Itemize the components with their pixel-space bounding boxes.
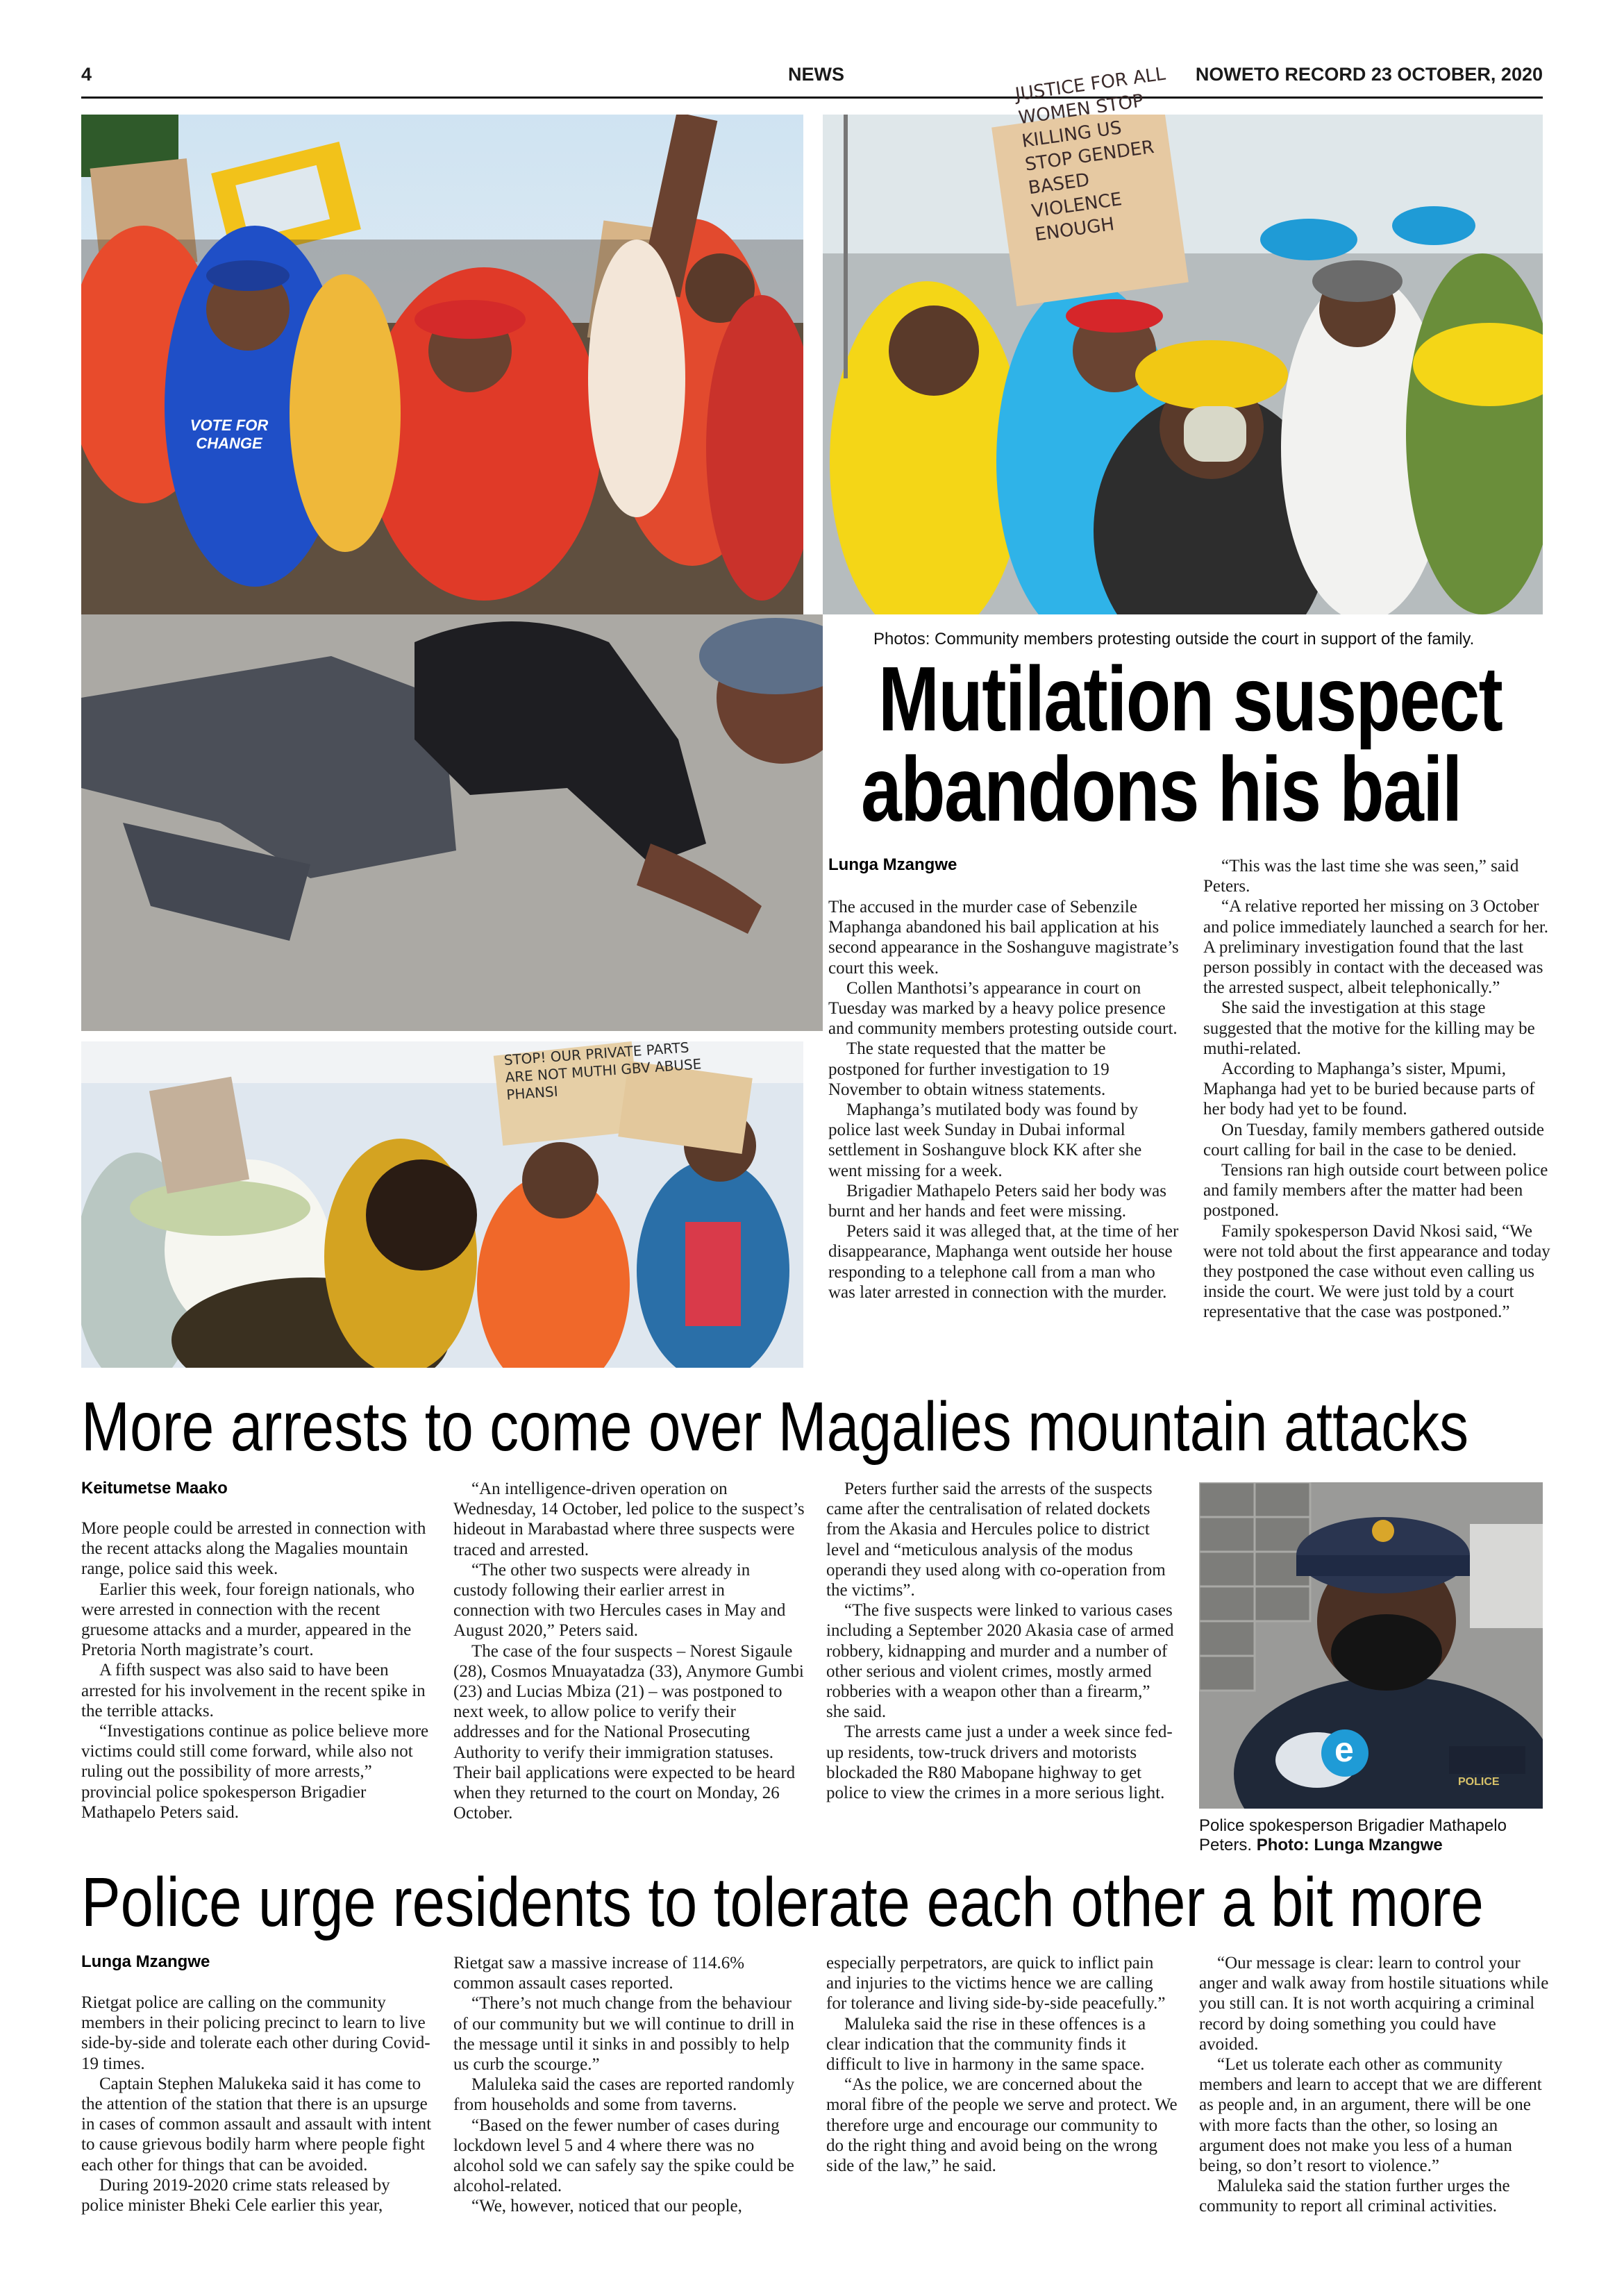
article3-column-1 xyxy=(81,1993,433,2215)
paragraph: The arrests came just a under a week since fed-up residents, tow-truck drivers and motorists blockaded the R80 Mabopane highway to get police to view the crimes in a more serious light. xyxy=(826,1723,1173,1803)
sign-vote-for-change: VOTE FOR CHANGE xyxy=(190,417,269,452)
paragraph: “This was the last time she was seen,” said Peters. xyxy=(1203,857,1519,896)
paragraph: “Investigations continue as police believe more victims could still come forward, while also not ruling out the possibility of more arrests,” provincial police spokesperson Brigadier Mathapelo Peters said. xyxy=(81,1722,429,1822)
paragraph: “There’s not much change from the behaviour of our community but we will continue to drill in the message until it sinks in and possibly to help us curb the scourge.” xyxy=(453,1994,794,2075)
byline-article2: Keitumetse Maako xyxy=(81,1479,228,1498)
paragraph: “The other two suspects were already in custody following their earlier arrest in connection with two Hercules cases in May and August 2020,” Peters said. xyxy=(453,1560,786,1641)
headline-magalies: More arrests to come over Magalies mountain attacks xyxy=(81,1388,1469,1466)
paragraph: “The five suspects were linked to various cases including a September 2020 Akasia case of armed robbery, kidnapping and murder and a number of other serious and violent crimes, mostly armed robberies with a weapon other than a firearm,” she said. xyxy=(826,1601,1174,1722)
paragraph: A fifth suspect was also said to have been arrested for his involvement in the recent spike in the terrible attacks. xyxy=(81,1661,426,1720)
header-rule xyxy=(81,97,1543,99)
photo-caption-main: Photos: Community members protesting outside the court in support of the family. xyxy=(873,630,1475,648)
paragraph: Tensions ran high outside court between police and family members after the matter had been postponed. xyxy=(1203,1161,1548,1221)
paragraph: “As the police, we are concerned about the moral fibre of the people we serve and protect. We therefore urge and encourage our community to do the right thing and avoid being on the wrong side of the law,” he said. xyxy=(826,2075,1178,2176)
paragraph: “We, however, noticed that our people, xyxy=(471,2197,742,2216)
paragraph: Maluleka said the station further urges the community to report all criminal activities. xyxy=(1199,2177,1510,2216)
paragraph: The state requested that the matter be postponed for further investigation to 19 November to obtain witness statements. xyxy=(828,1039,1110,1099)
police-badge-text: POLICE xyxy=(1458,1776,1500,1788)
article3-column-4 xyxy=(1199,1953,1550,2217)
paragraph: Peters said it was alleged that, at the time of her disappearance, Maphanga went outside her house responding to a telephone call from a man who was later arrested in connection with the murder. xyxy=(828,1222,1179,1302)
paragraph: “Based on the fewer number of cases during lockdown level 5 and 4 where there was no alcohol sold we can safely say the spike could be alcohol-related. xyxy=(453,2115,794,2196)
article3-column-3 xyxy=(826,1953,1178,2176)
paragraph: Maphanga’s mutilated body was found by police last week Sunday in Dubai informal settlement in Soshanguve block KK after she went missing for a week. xyxy=(828,1100,1142,1180)
headline-mutilation-line2: abandons his bail xyxy=(861,738,1462,840)
paragraph: Collen Manthotsi’s appearance in court on Tuesday was marked by a heavy police presence and community members protesting outside court. xyxy=(828,978,1178,1039)
photo-protest-crowd-left xyxy=(81,115,803,614)
sign-gbv-abuse: STOP! OUR PRIVATE PARTS ARE NOT MUTHI GBV ABUSE PHANSI xyxy=(503,1039,703,1103)
paragraph: Maluleka said the rise in these offences is a clear indication that the community finds it difficult to live in harmony in the same space. xyxy=(826,2014,1146,2075)
paragraph: According to Maphanga’s sister, Mpumi, Maphanga had yet to be buried because parts of her body had yet to be found. xyxy=(1203,1059,1535,1119)
paragraph: More people could be arrested in connection with the recent attacks along the Magalies mountain range, police said this week. xyxy=(81,1519,426,1579)
paragraph: Rietgat police are calling on the community members in their policing precinct to learn to live side-by-side and tolerate each other during Covid-19 times. xyxy=(81,1993,430,2073)
paragraph: Earlier this week, four foreign nationals, who were arrested in connection with the recent gruesome attacks and a murder, appeared in the Pretoria North magistrate’s court. xyxy=(81,1579,415,1660)
paragraph: “A relative reported her missing on 3 October and police immediately launched a search for her. A preliminary investigation found that the last person possibly in contact with the deceased was the arrested suspect, albeit telephonically.” xyxy=(1203,897,1549,998)
paragraph: “Let us tolerate each other as community members and learn to accept that we are different as people and, in an argument, there will be one with more facts than the other, so losing an argument does not make you less of a human being, so don’t resort to violence.” xyxy=(1199,2055,1542,2176)
publication-date: NOWETO RECORD 23 OCTOBER, 2020 xyxy=(1195,64,1543,85)
byline-article3: Lunga Mzangwe xyxy=(81,1952,210,1971)
headline-police-urge: Police urge residents to tolerate each other a bit more xyxy=(81,1863,1484,1941)
paragraph: Maluleka said the cases are reported randomly from households and some from taverns. xyxy=(453,2075,795,2115)
section-label: NEWS xyxy=(788,64,844,85)
mic-logo: e xyxy=(1334,1730,1354,1769)
article2-column-3 xyxy=(826,1479,1178,1803)
article3-column-2 xyxy=(453,1953,805,2217)
article2-column-2 xyxy=(453,1479,805,1823)
article1-column-2 xyxy=(1203,856,1555,1323)
article1-column-1 xyxy=(828,897,1180,1302)
photo-police-spokesperson xyxy=(1199,1482,1543,1809)
photo-woman-on-ground xyxy=(81,614,823,1031)
paragraph: On Tuesday, family members gathered outside court calling for bail in the case to be denied. xyxy=(1203,1120,1544,1159)
paragraph: Captain Stephen Malukeka said it has come to the attention of the station that there is an upsurge in cases of common assault and assault with intent to cause grievous bodily harm where people fight each other for things that can be avoided. xyxy=(81,2074,432,2175)
photo-caption-police xyxy=(1199,1816,1543,1855)
paragraph: She said the investigation at this stage suggested that the motive for the killing may be muthi-related. xyxy=(1203,998,1535,1058)
caption-text: Police spokesperson Brigadier Mathapelo Peters. xyxy=(1199,1816,1507,1854)
sign-justice-for-all-women: JUSTICE FOR ALL WOMEN STOP KILLING US STOP GENDER BASED VIOLENCE ENOUGH xyxy=(1014,63,1167,246)
paragraph: Family spokesperson David Nkosi said, “We were not told about the first appearance and today they postponed the case without even calling us inside the court. We were just told by a court representative that the case was postponed.” xyxy=(1203,1221,1550,1322)
paragraph: “An intelligence-driven operation on Wednesday, 14 October, led police to the suspect’s hideout in Marabastad where three suspects were traced and arrested. xyxy=(453,1480,805,1559)
headline-mutilation-line1: Mutilation suspect xyxy=(878,648,1502,750)
paragraph: During 2019-2020 crime stats released by police minister Bheki Cele earlier this year, xyxy=(81,2175,390,2215)
article2-column-1 xyxy=(81,1518,433,1822)
photo-credit: Photo: Lunga Mzangwe xyxy=(1256,1836,1443,1854)
page-number: 4 xyxy=(81,64,92,85)
paragraph: The case of the four suspects – Norest Sigaule (28), Cosmos Mnuayatadza (33), Anymore Gumbi (23) and Lucias Mbiza (21) – was postponed to next week, to allow police to verify their addresses and for the National Prosecuting Authority to verify their immigration statuses. Their bail applications were expected to be heard when they returned to the court on Monday, 26 October. xyxy=(453,1641,804,1823)
paragraph: Rietgat saw a massive increase of 114.6% common assault cases reported. xyxy=(453,1954,745,1993)
paragraph: especially perpetrators, are quick to inflict pain and injuries to the victims hence we are calling for tolerance and living side-by-side peacefully.” xyxy=(826,1954,1166,2013)
paragraph: “Our message is clear: learn to control your anger and walk away from hostile situations while you still can. It is not worth acquiring a criminal record by doing something you could have avoided. xyxy=(1199,1954,1549,2054)
paragraph: Peters further said the arrests of the suspects came after the centralisation of related dockets from the Akasia and Hercules police to district level and “meticulous analysis of the modus operandi they used along with co-operation from the victims”. xyxy=(826,1480,1166,1600)
paragraph: The accused in the murder case of Sebenzile Maphanga abandoned his bail application at his second appearance in the Soshanguve magistrate’s court this week. xyxy=(828,898,1179,978)
paragraph: Brigadier Mathapelo Peters said her body was burnt and her hands and feet were missing. xyxy=(828,1181,1166,1221)
byline-article1: Lunga Mzangwe xyxy=(828,855,957,874)
